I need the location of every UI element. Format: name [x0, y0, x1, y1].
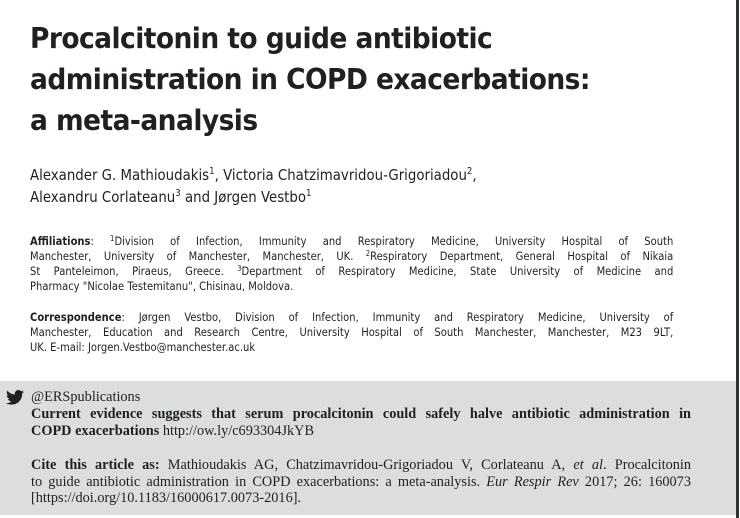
citation-etal: et al [573, 457, 603, 473]
affiliations [30, 234, 673, 294]
article-title [30, 18, 662, 141]
title-line-3: a meta-analysis [30, 104, 258, 137]
correspondence-label: Correspondence [30, 310, 122, 324]
author-affiliation-number: 1 [306, 188, 312, 199]
window-right-border [736, 0, 739, 518]
citation-line-1 [31, 457, 691, 474]
tweet-text [31, 406, 691, 439]
citation-text: to guide antibiotic administration in COPD exacerbations: a meta-analysis. [31, 473, 487, 490]
citation-text: 2017; 26: 160073 [578, 473, 691, 490]
citation-text: Mathioudakis AG, Chatzimavridou-Grigoriadou V, Corlateanu A, [159, 457, 574, 473]
affiliation-text: Division of Infection, Immunity and Respiratory Medicine, University Hospital of South [114, 234, 674, 248]
author-affiliation-number: 2 [466, 166, 473, 177]
author-name: Alexandru Corlateanu [30, 188, 176, 206]
correspondence-text: Jørgen Vestbo, Division of Infection, Immunity and Respiratory Medicine, University of [138, 310, 674, 324]
tweet-line-2 [31, 423, 691, 440]
author-list [30, 164, 632, 208]
correspondence-line [30, 310, 673, 325]
affiliation-number: 2 [365, 249, 371, 258]
affiliations-line [30, 234, 673, 249]
citation-line-2 [31, 474, 691, 491]
affiliation-number: 3 [237, 264, 242, 273]
correspondence-line: Manchester, Education and Research Centre, University Hospital of South Manchester, Manchester, M23 9LT, [30, 325, 674, 339]
label-colon: : [90, 234, 111, 248]
tweet-link[interactable]: http://ow.ly/c693304JkYB [162, 422, 315, 439]
citation-journal: Eur Respir Rev [486, 473, 579, 490]
citation-doi[interactable]: [https://doi.org/10.1183/16000617.0073-2016]. [31, 490, 302, 506]
affiliation-text: Respiratory Department, General Hospital of Nikaia [370, 249, 674, 263]
citation-text: . Procalcitonin [603, 457, 691, 473]
author-name: Victoria Chatzimavridou-Grigoriadou [223, 166, 467, 184]
affiliation-text: Department of Respiratory Medicine, State University of Medicine and [241, 264, 674, 278]
affiliations-label: Affiliations [30, 234, 91, 248]
affiliation-text: St Panteleimon, Piraeus, Greece. [30, 264, 238, 278]
tweet-bold-text: COPD exacerbations [31, 422, 160, 439]
author-line-2 [30, 186, 632, 208]
author-affiliation-number: 3 [175, 188, 181, 199]
affiliations-line: Pharmacy "Nicolae Testemitanu", Chisinau, Moldova. [30, 279, 294, 293]
title-line-1: Procalcitonin to guide antibiotic [30, 22, 493, 55]
correspondence [30, 310, 673, 355]
author-name: Alexander G. Mathioudakis [30, 166, 210, 184]
label-colon: : [121, 310, 139, 324]
citation [31, 457, 691, 507]
author-separator: , [214, 166, 224, 184]
affiliation-number: 1 [110, 234, 115, 243]
twitter-bird-icon [6, 390, 24, 405]
tweet-bold-text: Current evidence suggests that serum procalcitonin could safely halve antibiotic administration in [31, 406, 691, 422]
citation-label: Cite this article as: [31, 457, 160, 473]
author-line-1 [30, 164, 632, 186]
affiliations-line [30, 264, 673, 279]
author-name: Jørgen Vestbo [214, 188, 307, 206]
author-separator: and [180, 188, 215, 206]
affiliation-text: Manchester, University of Manchester, Manchester, UK. [30, 249, 366, 263]
tweet-line-1 [31, 406, 691, 423]
affiliations-line [30, 249, 673, 264]
author-separator: , [472, 166, 477, 184]
twitter-handle[interactable]: @ERSpublications [31, 389, 141, 405]
correspondence-line: UK. E-mail: Jorgen.Vestbo@manchester.ac.uk [30, 340, 256, 354]
author-affiliation-number: 1 [209, 166, 215, 177]
title-line-2: administration in COPD exacerbations: [30, 63, 590, 96]
